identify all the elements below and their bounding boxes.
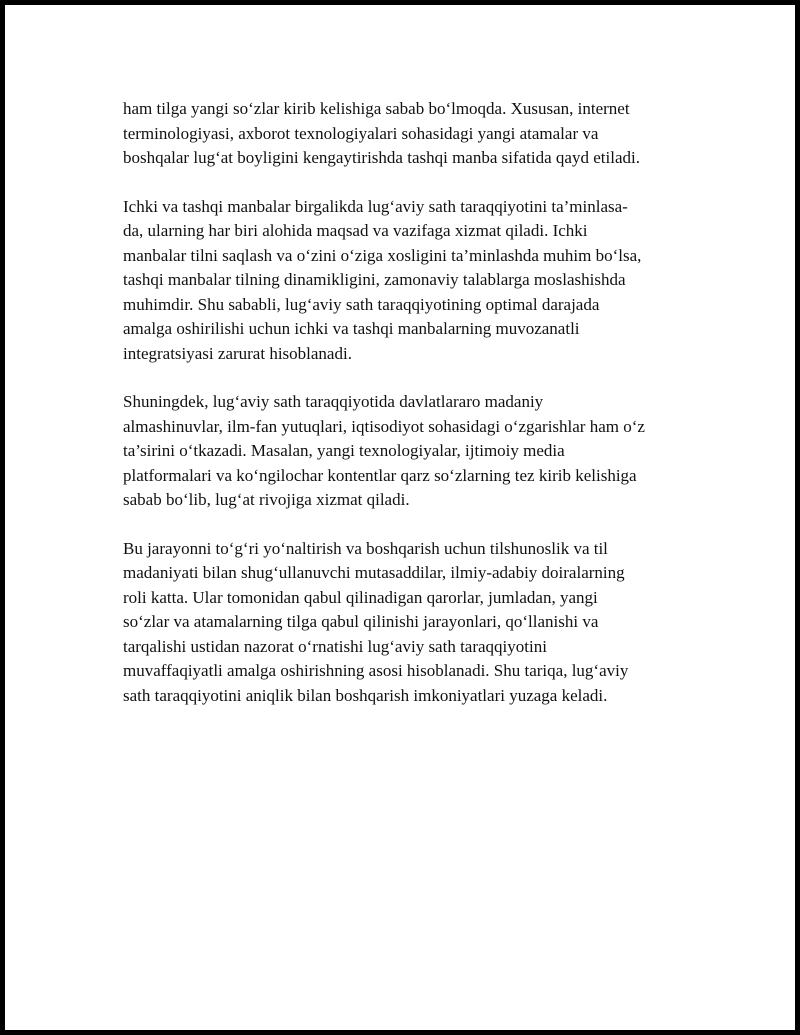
text-line: ham tilga yangi so‘zlar kirib kelishiga sabab bo‘lmoqda. Xususan, internet	[123, 99, 630, 118]
text-line: tashqi manbalar tilning dinamikligini, zamonaviy talablarga moslashishda	[123, 270, 626, 289]
text-line: da, ularning har biri alohida maqsad va vazifaga xizmat qiladi. Ichki	[123, 221, 588, 240]
paragraph-2	[123, 195, 693, 367]
text-line: madaniyati bilan shug‘ullanuvchi mutasaddilar, ilmiy-adabiy doiralarning	[123, 563, 625, 582]
text-line: sabab bo‘lib, lug‘at rivojiga xizmat qiladi.	[123, 490, 410, 509]
text-line: ta’sirini o‘tkazadi. Masalan, yangi texnologiyalar, ijtimoiy media	[123, 441, 565, 460]
text-line: sath taraqqiyotini aniqlik bilan boshqarish imkoniyatlari yuzaga keladi.	[123, 685, 608, 705]
text-line: terminologiyasi, axborot texnologiyalari sohasidagi yangi atamalar va	[123, 123, 599, 143]
text-line: muhimdir. Shu sababli, lug‘aviy sath taraqqiyotining optimal darajada	[123, 294, 600, 314]
text-line: manbalar tilni saqlash va o‘zini o‘ziga xosligini ta’minlashda muhim bo‘lsa,	[123, 245, 642, 265]
text-line: Ichki va tashqi manbalar birgalikda lug‘aviy sath taraqqiyotini ta’minlasa-	[123, 196, 628, 216]
text-line: amalga oshirilishi uchun ichki va tashqi manbalarning muvozanatli	[123, 319, 580, 338]
text-line: so‘zlar va atamalarning tilga qabul qilinishi jarayonlari, qo‘llanishi va	[123, 612, 599, 631]
text-line: almashinuvlar, ilm-fan yutuqlari, iqtisodiyot sohasidagi o‘zgarishlar ham o‘z	[123, 416, 645, 436]
text-line: tarqalishi ustidan nazorat o‘rnatishi lug‘aviy sath taraqqiyotini	[123, 636, 547, 656]
document-body	[123, 97, 693, 708]
paragraph-4	[123, 537, 693, 709]
text-line: muvaffaqiyatli amalga oshirishning asosi hisoblanadi. Shu tariqa, lug‘aviy	[123, 661, 629, 680]
text-line: integratsiyasi zarurat hisoblanadi.	[123, 343, 352, 363]
paragraph-3	[123, 390, 693, 513]
text-line: boshqalar lug‘at boyligini kengaytirishda tashqi manba sifatida qayd etiladi.	[123, 148, 640, 167]
text-line: platformalari va ko‘ngilochar kontentlar qarz so‘zlarning tez kirib kelishiga	[123, 465, 637, 485]
text-line: roli katta. Ular tomonidan qabul qilinadigan qarorlar, jumladan, yangi	[123, 587, 598, 607]
text-line: Bu jarayonni to‘g‘ri yo‘naltirish va boshqarish uchun tilshunoslik va til	[123, 538, 608, 558]
text-line: Shuningdek, lug‘aviy sath taraqqiyotida davlatlararo madaniy	[123, 392, 544, 411]
paragraph-1	[123, 97, 693, 171]
